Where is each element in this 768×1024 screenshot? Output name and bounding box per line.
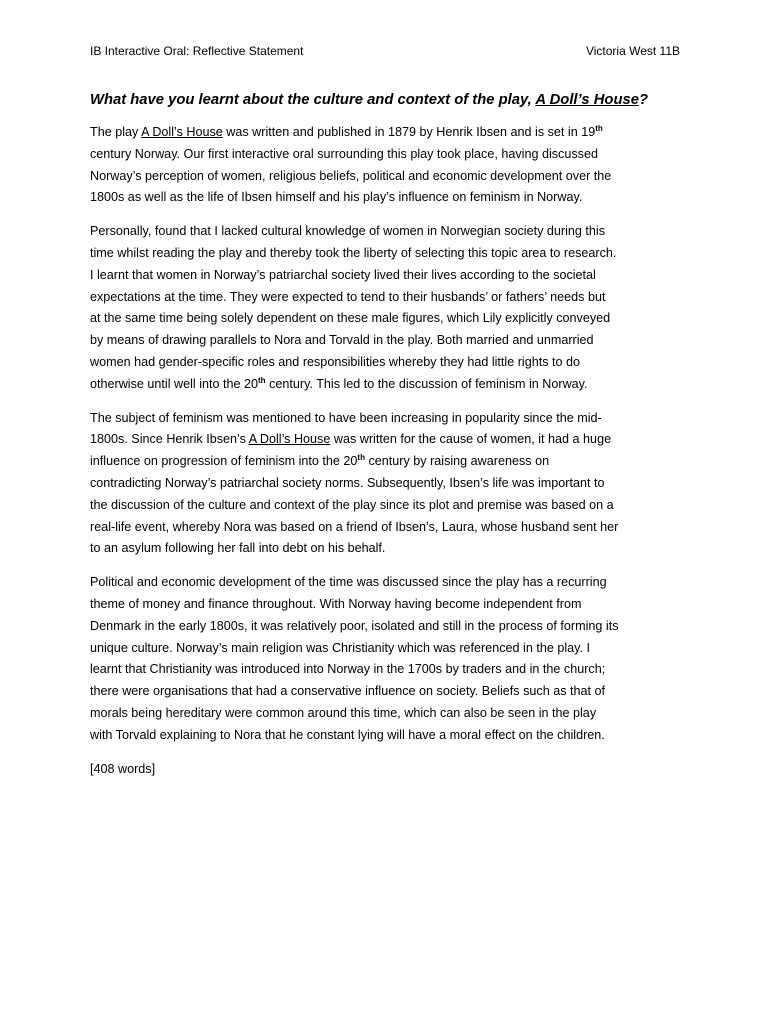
play-title: A Doll’s House	[141, 125, 223, 139]
text-line: Norway’s perception of women, religious beliefs, political and economic development over the	[90, 168, 612, 183]
text-line: at the same time being solely dependent on these male figures, which Lily explicitly conveyed	[90, 311, 611, 326]
text-line: learnt that Christianity was introduced into Norway in the 1700s by traders and in the church;	[90, 662, 606, 677]
text-line: expectations at the time. They were expected to tend to their husbands’ or fathers’ needs but	[90, 289, 606, 304]
text-run: influence on progression of feminism into the 20	[90, 454, 358, 469]
text-line: women had gender-specific roles and responsibilities whereby they had little rights to do	[90, 354, 581, 369]
text-line: I learnt that women in Norway’s patriarchal society lived their lives according to the societal	[90, 267, 596, 282]
text-run: The play	[90, 125, 142, 139]
paragraph-2	[90, 221, 680, 395]
header-author: Victoria West 11B	[585, 44, 680, 58]
essay-question-text: What have you learnt about the culture and context of the play,	[90, 92, 536, 108]
text-line	[90, 122, 680, 144]
text-run: was written and published in 1879 by Henrik Ibsen and is set in 19	[222, 125, 596, 139]
text-line: there were organisations that had a conservative influence on society. Beliefs such as that of	[90, 684, 606, 699]
text-line	[90, 374, 680, 396]
text-line: the discussion of the culture and context of the play since its plot and premise was based on a	[90, 497, 614, 512]
text-line: real-life event, whereby Nora was based on a friend of Ibsen’s, Laura, whose husband sent her	[90, 519, 619, 534]
text-line: unique culture. Norway’s main religion was Christianity which was referenced in the play. I	[90, 640, 591, 655]
text-line: century Norway. Our first interactive oral surrounding this play took place, having discussed	[90, 146, 598, 161]
text-run: century. This led to the discussion of feminism in Norway.	[265, 376, 588, 391]
text-line	[90, 451, 680, 473]
superscript: th	[357, 452, 365, 462]
text-line: The subject of feminism was mentioned to have been increasing in popularity since the mid-	[90, 410, 602, 425]
text-line: with Torvald explaining to Nora that he constant lying will have a moral effect on the children.	[90, 727, 605, 742]
essay-question	[90, 90, 680, 110]
text-line: 1800s as well as the life of Ibsen himself and his play’s influence on feminism in Norway.	[90, 190, 583, 205]
text-run: otherwise until well into the 20	[90, 376, 259, 391]
paragraph-4	[90, 572, 680, 746]
text-line: by means of drawing parallels to Nora and Torvald in the play. Both married and unmarried	[90, 333, 594, 348]
essay-question-end: ?	[638, 92, 648, 108]
text-run: century by raising awareness on	[364, 454, 550, 469]
superscript: th	[258, 375, 266, 385]
superscript: th	[595, 123, 603, 133]
text-line: morals being hereditary were common around this time, which can also be seen in the play	[90, 705, 597, 720]
text-line: contradicting Norway’s patriarchal society norms. Subsequently, Ibsen’s life was important to	[90, 475, 605, 490]
play-title: A Doll’s House	[535, 92, 639, 108]
text-run: 1800s. Since Henrik Ibsen’s	[90, 432, 249, 447]
play-title: A Doll’s House	[248, 432, 331, 447]
page-header	[90, 44, 680, 64]
text-line	[90, 429, 680, 451]
text-line: to an asylum following her fall into debt on his behalf.	[90, 541, 386, 556]
text-line: theme of money and finance throughout. With Norway having become independent from	[90, 596, 582, 611]
text-line: time whilst reading the play and thereby took the liberty of selecting this topic area to research.	[90, 245, 617, 260]
header-course-title: IB Interactive Oral: Reflective Statement	[90, 44, 304, 58]
word-count: [408 words]	[90, 761, 156, 776]
paragraph-1	[90, 122, 680, 209]
text-line: Personally, found that I lacked cultural knowledge of women in Norwegian society during this	[90, 224, 605, 239]
text-line: Political and economic development of the time was discussed since the play has a recurring	[90, 575, 607, 590]
text-run: was written for the cause of women, it had a huge	[330, 432, 612, 447]
paragraph-3	[90, 408, 680, 561]
text-line: Denmark in the early 1800s, it was relatively poor, isolated and still in the process of forming its	[90, 618, 619, 633]
